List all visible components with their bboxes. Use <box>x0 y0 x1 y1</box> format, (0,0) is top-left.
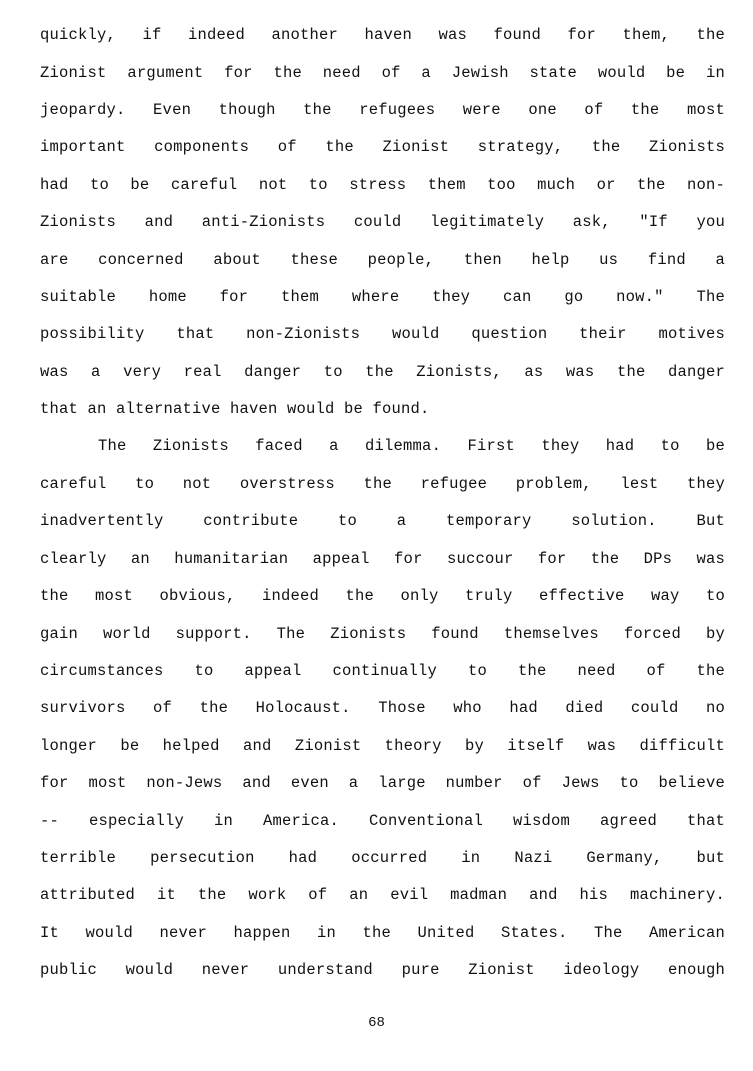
text-line: survivors of the Holocaust. Those who had died could no <box>40 699 725 717</box>
text-line: It would never happen in the United States. The American <box>40 924 725 942</box>
text-line: gain world support. The Zionists found themselves forced by <box>40 625 725 643</box>
text-line: Zionist argument for the need of a Jewish state would be in <box>40 64 725 82</box>
text-line: public would never understand pure Zionist ideology enough <box>40 961 725 979</box>
text-line: terrible persecution had occurred in Nazi Germany, but <box>40 849 725 867</box>
paragraph-start-line: The Zionists faced a dilemma. First they had to be <box>98 437 725 455</box>
text-line: attributed it the work of an evil madman and his machinery. <box>40 886 725 904</box>
text-line: jeopardy. Even though the refugees were one of the most <box>40 101 725 119</box>
text-line: had to be careful not to stress them too much or the non- <box>40 176 725 194</box>
text-line: that an alternative haven would be found. <box>40 400 430 418</box>
text-line: clearly an humanitarian appeal for succour for the DPs was <box>40 550 725 568</box>
text-line: quickly, if indeed another haven was found for them, the <box>40 26 725 44</box>
text-line: possibility that non-Zionists would question their motives <box>40 325 725 343</box>
text-line: -- especially in America. Conventional wisdom agreed that <box>40 812 725 830</box>
text-line: the most obvious, indeed the only truly effective way to <box>40 587 725 605</box>
text-line: Zionists and anti-Zionists could legitimately ask, "If you <box>40 213 725 231</box>
text-line: careful to not overstress the refugee problem, lest they <box>40 475 725 493</box>
text-line: suitable home for them where they can go now." The <box>40 288 725 306</box>
page-number: 68 <box>368 1015 385 1031</box>
text-line: was a very real danger to the Zionists, as was the danger <box>40 363 725 381</box>
text-line: longer be helped and Zionist theory by itself was difficult <box>40 737 725 755</box>
text-line: for most non-Jews and even a large number of Jews to believe <box>40 774 725 792</box>
text-line: circumstances to appeal continually to the need of the <box>40 662 725 680</box>
text-line: important components of the Zionist strategy, the Zionists <box>40 138 725 156</box>
text-line: are concerned about these people, then help us find a <box>40 251 725 269</box>
text-line: inadvertently contribute to a temporary solution. But <box>40 512 725 530</box>
